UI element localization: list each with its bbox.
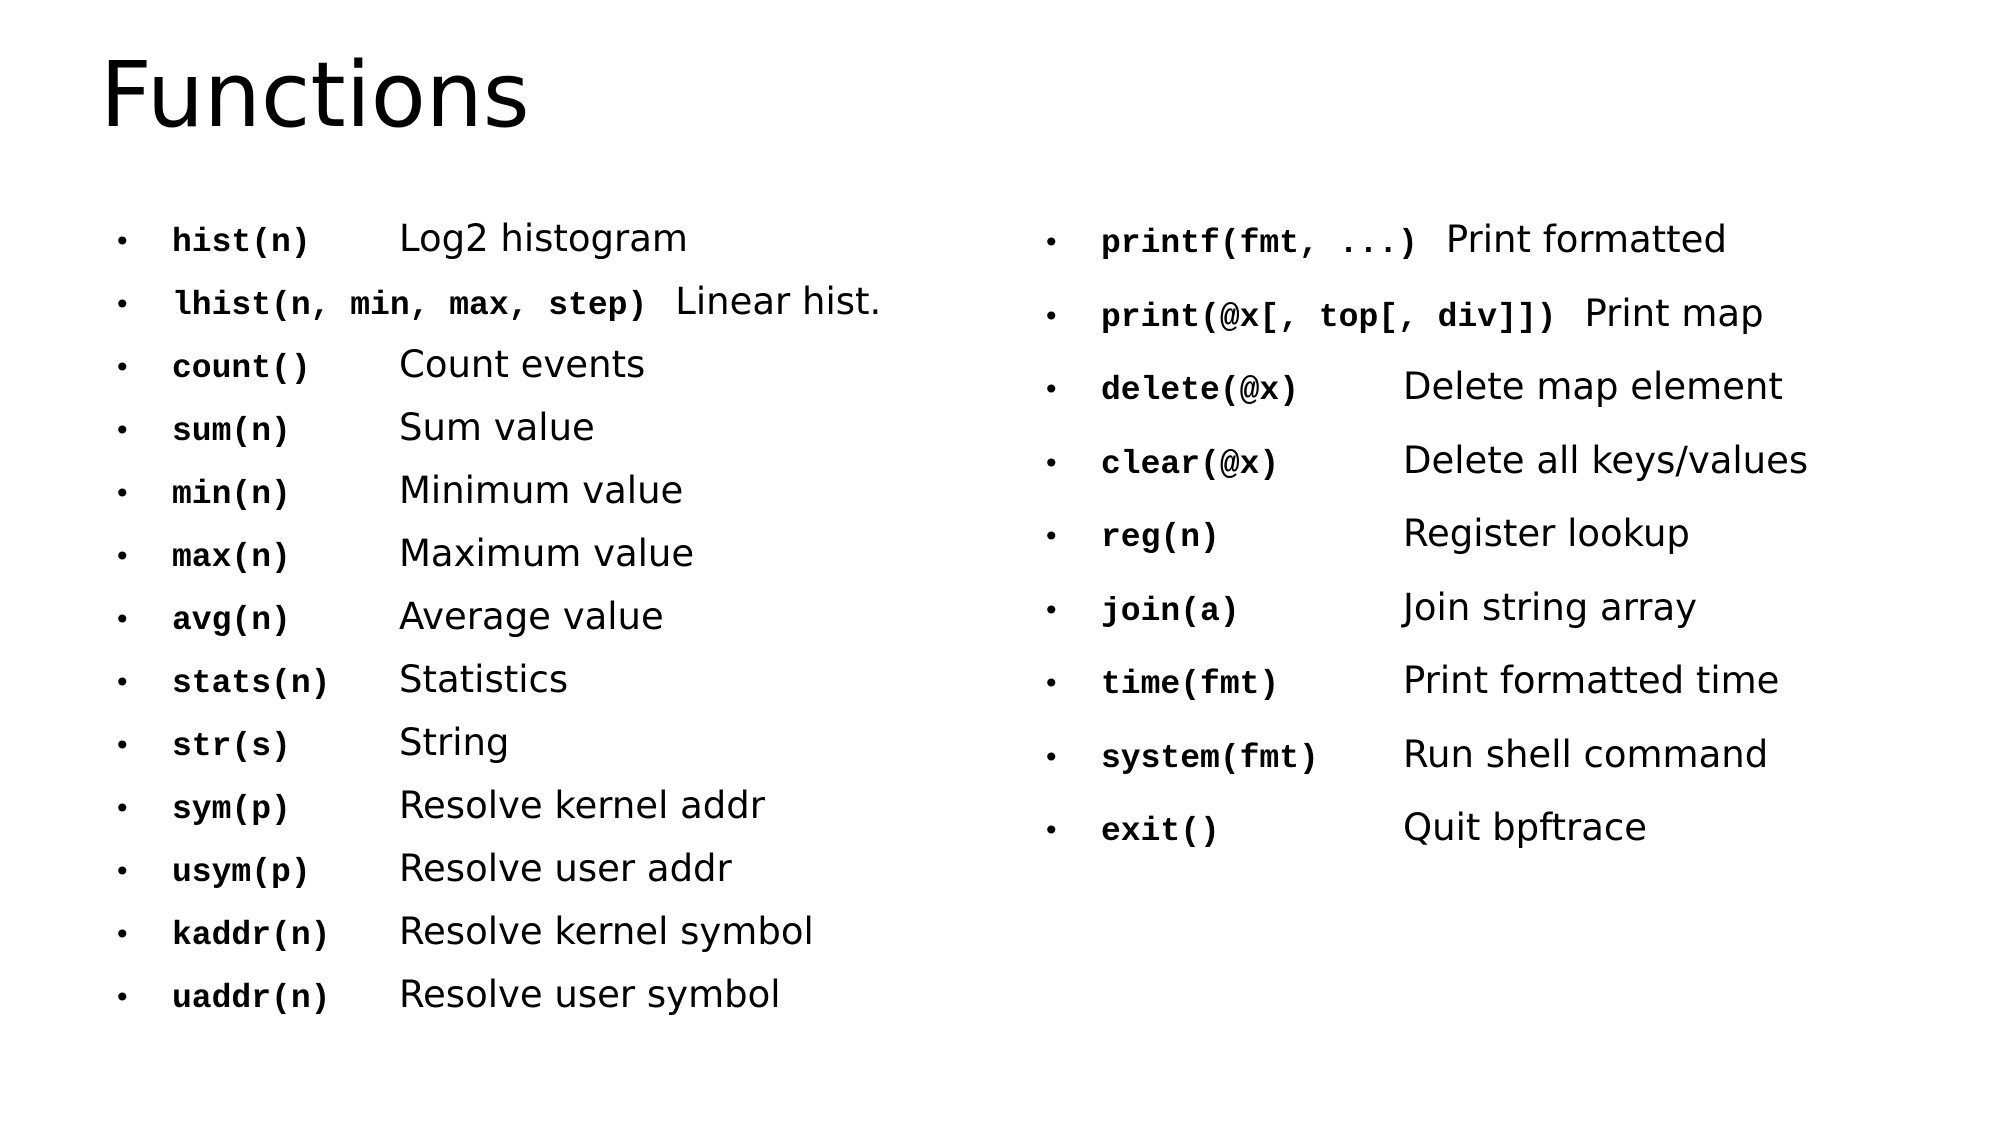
- list-item: [1043, 644, 1808, 718]
- function-signature: hist(n): [172, 224, 311, 261]
- function-signature: max(n): [172, 539, 291, 576]
- function-description: Resolve user symbol: [399, 973, 781, 1016]
- bullet-icon: •: [114, 477, 131, 510]
- list-item: [114, 648, 881, 711]
- list-item: [1043, 424, 1808, 498]
- bullet-icon: •: [1043, 667, 1060, 700]
- function-description: Join string array: [1403, 585, 1698, 629]
- function-signature: time(fmt): [1101, 666, 1280, 703]
- bullet-icon: •: [1043, 226, 1060, 259]
- right-function-list: [1043, 203, 1808, 865]
- function-signature: usym(p): [172, 854, 311, 891]
- function-description: Log2 histogram: [399, 217, 688, 260]
- bullet-icon: •: [1043, 299, 1060, 333]
- function-description: Print formatted: [1445, 218, 1727, 261]
- list-item: [1043, 203, 1808, 277]
- list-item: [1043, 571, 1808, 645]
- list-item: [1043, 718, 1808, 792]
- function-signature: stats(n): [172, 665, 331, 702]
- list-item: [114, 333, 881, 396]
- bullet-icon: •: [114, 918, 131, 951]
- list-item: [1043, 350, 1808, 424]
- function-signature: count(): [172, 350, 311, 387]
- function-signature: join(a): [1101, 592, 1240, 630]
- function-signature: sym(p): [172, 791, 291, 828]
- left-function-list: [114, 207, 881, 1026]
- function-description: Linear hist.: [675, 280, 882, 323]
- function-description: Resolve kernel addr: [399, 784, 765, 827]
- function-description: Run shell command: [1403, 732, 1769, 776]
- function-signature: kaddr(n): [172, 917, 331, 954]
- function-signature: printf(fmt, ...): [1101, 225, 1418, 262]
- function-signature: print(@x[, top[, div]]): [1101, 298, 1557, 336]
- function-signature: exit(): [1101, 813, 1220, 850]
- function-signature: system(fmt): [1101, 739, 1319, 777]
- function-description: Average value: [399, 595, 664, 638]
- function-signature: clear(@x): [1101, 445, 1280, 483]
- bullet-icon: •: [114, 225, 131, 258]
- list-item: [114, 963, 881, 1026]
- bullet-icon: •: [1043, 520, 1060, 553]
- function-description: Print formatted time: [1403, 659, 1780, 702]
- function-description: Resolve user addr: [399, 847, 732, 890]
- function-signature: uaddr(n): [172, 980, 331, 1017]
- function-description: Maximum value: [399, 532, 695, 575]
- bullet-icon: •: [114, 414, 131, 447]
- function-description: Count events: [399, 343, 646, 386]
- function-description: Delete map element: [1403, 365, 1783, 408]
- list-item: [1043, 791, 1808, 865]
- list-item: [114, 459, 881, 522]
- slide-title: Functions: [100, 43, 530, 148]
- bullet-icon: •: [1043, 593, 1060, 627]
- function-description: Print map: [1584, 291, 1764, 335]
- list-item: [114, 900, 881, 963]
- list-item: [114, 837, 881, 900]
- function-signature: min(n): [172, 476, 291, 513]
- list-item: [114, 396, 881, 459]
- function-description: Quit bpftrace: [1403, 806, 1647, 849]
- function-signature: str(s): [172, 728, 291, 765]
- function-signature: delete(@x): [1101, 372, 1300, 409]
- function-description: Sum value: [399, 406, 595, 449]
- list-item: [114, 522, 881, 585]
- bullet-icon: •: [114, 288, 131, 321]
- function-signature: reg(n): [1101, 519, 1220, 556]
- function-signature: avg(n): [172, 602, 291, 639]
- bullet-icon: •: [114, 855, 131, 888]
- bullet-icon: •: [1043, 814, 1060, 847]
- list-item: [114, 207, 881, 270]
- bullet-icon: •: [1043, 740, 1060, 774]
- bullet-icon: •: [114, 540, 131, 573]
- bullet-icon: •: [114, 666, 131, 699]
- bullet-icon: •: [1043, 373, 1060, 406]
- function-signature: sum(n): [172, 413, 291, 450]
- function-signature: lhist(n, min, max, step): [172, 287, 648, 324]
- list-item: [114, 711, 881, 774]
- list-item: [114, 774, 881, 837]
- function-description: Statistics: [399, 658, 569, 701]
- function-description: Resolve kernel symbol: [399, 910, 814, 953]
- function-description: String: [399, 721, 510, 764]
- bullet-icon: •: [1043, 446, 1060, 480]
- function-description: Minimum value: [399, 469, 684, 512]
- bullet-icon: •: [114, 792, 131, 825]
- function-description: Register lookup: [1403, 512, 1690, 555]
- bullet-icon: •: [114, 603, 131, 636]
- function-description: Delete all keys/values: [1403, 438, 1809, 482]
- bullet-icon: •: [114, 351, 131, 384]
- bullet-icon: •: [114, 729, 131, 762]
- list-item: [1043, 497, 1808, 571]
- list-item: [114, 270, 881, 333]
- list-item: [1043, 277, 1808, 351]
- bullet-icon: •: [114, 981, 131, 1014]
- list-item: [114, 585, 881, 648]
